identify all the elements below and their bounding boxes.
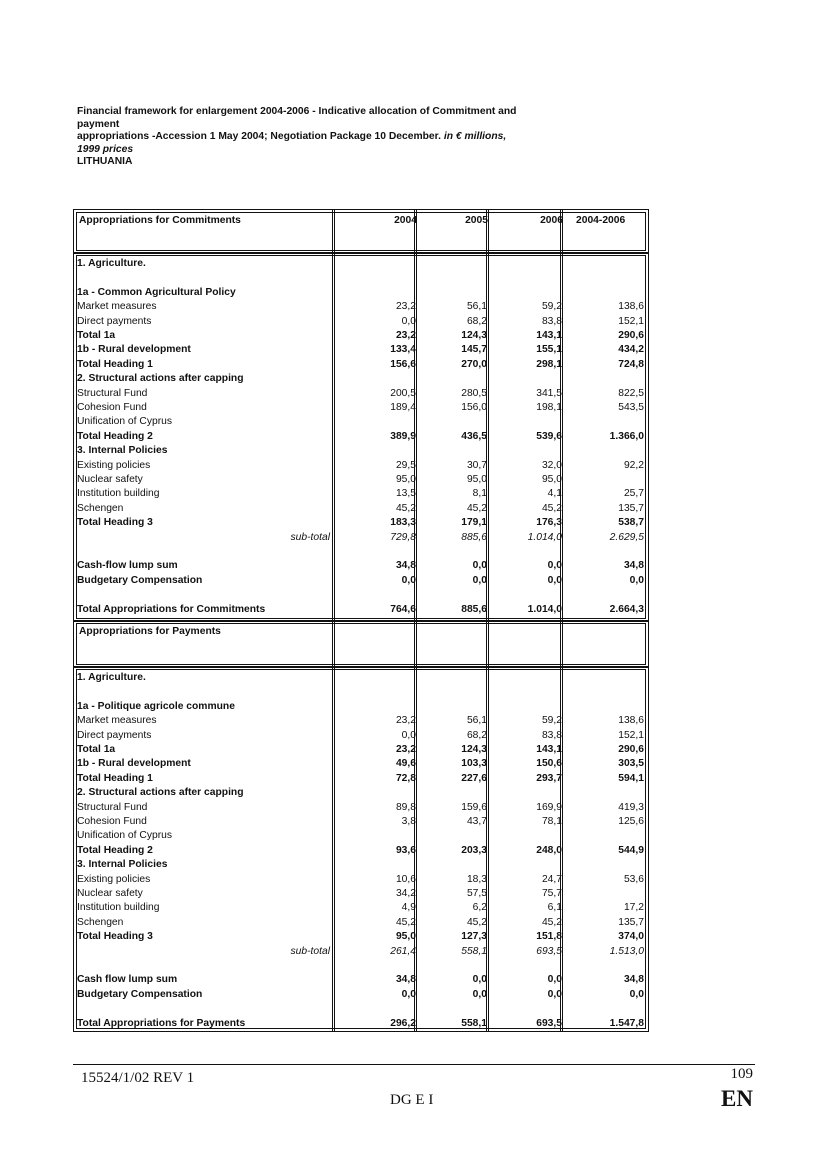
cell-value: 538,7 — [618, 517, 644, 529]
row-label: 1a - Common Agricultural Policy — [77, 286, 236, 298]
table-row — [74, 358, 648, 371]
cell-value: 93,6 — [395, 844, 416, 856]
cell-value: 135,7 — [618, 502, 644, 514]
cell-value: 34,8 — [623, 560, 644, 572]
table-row — [74, 772, 648, 785]
cell-value: 125,6 — [618, 816, 644, 827]
section-title: Appropriations for Commitments — [79, 215, 241, 226]
cell-value: 0,0 — [629, 574, 644, 586]
cell-value: 0,0 — [629, 988, 644, 1000]
row-label: Direct payments — [77, 315, 152, 327]
payments-header-box — [73, 620, 649, 668]
cell-value: 341,5 — [536, 387, 562, 399]
row-label: Schengen — [77, 502, 124, 514]
subtotal-label: sub-total — [290, 945, 330, 957]
cell-value: 298,1 — [536, 358, 562, 370]
cell-value: 436,5 — [461, 430, 487, 442]
table-row — [74, 801, 648, 814]
row-label: Structural Fund — [77, 801, 148, 813]
cell-value: 0,0 — [547, 560, 562, 572]
cell-value: 72,8 — [395, 772, 416, 784]
table-row — [74, 300, 648, 313]
cell-value: 29,5 — [395, 459, 416, 471]
cell-value: 95,0 — [541, 474, 562, 485]
table-row — [74, 588, 648, 601]
table-row — [74, 559, 648, 572]
cell-value: 1.513,0 — [609, 945, 644, 957]
table-row — [74, 858, 648, 871]
cell-value: 0,0 — [472, 574, 487, 586]
cell-value: 539,6 — [536, 430, 562, 442]
table-row — [74, 815, 648, 828]
cell-value: 75,7 — [541, 888, 562, 899]
cell-value: 57,5 — [466, 888, 487, 899]
cell-value: 103,3 — [461, 758, 487, 770]
row-label: Total Appropriations for Payments — [77, 1017, 246, 1029]
row-label: 3. Internal Policies — [77, 859, 168, 871]
column-header-2004-2006: 2004-2006 — [576, 215, 626, 226]
table-row — [74, 574, 648, 587]
cell-value: 23,2 — [395, 715, 416, 727]
cell-value: 89,8 — [395, 801, 416, 813]
table-row — [74, 473, 648, 486]
document-header — [77, 106, 567, 169]
cell-value: 18,3 — [466, 873, 487, 885]
cell-value: 2.664,3 — [609, 603, 644, 615]
table-row — [74, 459, 648, 472]
cell-value: 0,0 — [472, 988, 487, 1000]
cell-value: 45,2 — [466, 916, 487, 928]
cell-value: 23,2 — [395, 330, 416, 341]
row-label: Total Heading 1 — [77, 358, 153, 370]
row-label: 2. Structural actions after capping — [77, 787, 244, 799]
row-label: Total Appropriations for Commitments — [77, 603, 266, 615]
subtotal-label: sub-total — [290, 531, 330, 543]
section-title: Appropriations for Payments — [79, 626, 221, 637]
cell-value: 13,5 — [395, 488, 416, 500]
header-prices: 1999 prices — [77, 143, 134, 155]
cell-value: 95,0 — [466, 474, 487, 485]
cell-value: 822,5 — [618, 387, 644, 399]
row-label: Budgetary Compensation — [77, 988, 203, 1000]
payments-table — [73, 666, 649, 1032]
column-divider — [414, 621, 415, 667]
table-row — [74, 945, 648, 958]
row-label: Cash-flow lump sum — [77, 560, 178, 572]
cell-value: 293,7 — [536, 772, 562, 784]
row-label: Cash flow lump sum — [77, 974, 178, 986]
cell-value: 1.366,0 — [609, 430, 644, 442]
column-header-2006: 2006 — [540, 215, 563, 226]
cell-value: 30,7 — [466, 459, 487, 471]
cell-value: 4,9 — [401, 902, 416, 914]
table-row — [74, 916, 648, 929]
cell-value: 693,5 — [536, 1017, 562, 1029]
table-row — [74, 873, 648, 886]
cell-value: 6,1 — [547, 902, 562, 914]
table-row — [74, 329, 648, 342]
cell-value: 303,5 — [618, 758, 644, 770]
cell-value: 693,5 — [536, 945, 562, 957]
cell-value: 0,0 — [472, 974, 487, 986]
cell-value: 150,6 — [536, 758, 562, 770]
table-row — [74, 487, 648, 500]
cell-value: 558,1 — [461, 1017, 487, 1029]
row-label: 1. Agriculture. — [77, 672, 146, 683]
cell-value: 434,2 — [618, 344, 644, 356]
table-row — [74, 829, 648, 842]
table-row — [74, 930, 648, 943]
table-row — [74, 1017, 648, 1030]
cell-value: 280,5 — [461, 387, 487, 399]
cell-value: 25,7 — [623, 488, 644, 500]
cell-value: 270,0 — [461, 358, 487, 370]
row-label: 3. Internal Policies — [77, 445, 168, 457]
cell-value: 10,6 — [395, 873, 416, 885]
cell-value: 885,6 — [461, 603, 487, 615]
cell-value: 45,2 — [395, 502, 416, 514]
row-label: Nuclear safety — [77, 888, 143, 899]
table-row — [74, 502, 648, 515]
table-row — [74, 271, 648, 284]
table-row — [74, 729, 648, 742]
language-code: EN — [721, 1086, 753, 1111]
row-label: Budgetary Compensation — [77, 574, 203, 586]
row-label: Schengen — [77, 916, 124, 928]
document-reference: 15524/1/02 REV 1 — [81, 1070, 195, 1086]
cell-value: 24,7 — [541, 873, 562, 885]
directorate-general: DG E I — [390, 1092, 434, 1108]
cell-value: 95,0 — [395, 474, 416, 485]
cell-value: 49,6 — [395, 758, 416, 770]
column-divider — [562, 621, 563, 667]
cell-value: 59,2 — [541, 301, 562, 313]
cell-value: 45,2 — [541, 916, 562, 928]
cell-value: 389,9 — [390, 430, 416, 442]
table-row — [74, 743, 648, 756]
cell-value: 143,1 — [536, 744, 562, 755]
row-label: Existing policies — [77, 873, 151, 885]
table-row — [74, 714, 648, 727]
row-label: Total Heading 2 — [77, 844, 153, 856]
table-row — [74, 387, 648, 400]
cell-value: 155,1 — [536, 344, 562, 356]
header-line-3 — [77, 131, 567, 144]
table-row — [74, 786, 648, 799]
cell-value: 138,6 — [618, 301, 644, 313]
column-divider — [334, 621, 335, 667]
cell-value: 0,0 — [547, 988, 562, 1000]
table-row — [74, 401, 648, 414]
column-divider — [416, 621, 417, 667]
cell-value: 1.014,0 — [527, 603, 562, 615]
cell-value: 17,2 — [623, 902, 644, 914]
cell-value: 558,1 — [461, 945, 487, 957]
cell-value: 95,0 — [395, 931, 416, 943]
header-line-3-text: appropriations -Accession 1 May 2004; Negotiation Package 10 December. — [77, 131, 441, 143]
table-row — [74, 973, 648, 986]
row-label: Nuclear safety — [77, 474, 143, 485]
cell-value: 135,7 — [618, 916, 644, 928]
table-row — [74, 844, 648, 857]
table-row — [74, 444, 648, 457]
cell-value: 78,1 — [541, 816, 562, 827]
cell-value: 729,8 — [390, 531, 416, 543]
row-label: 1b - Rural development — [77, 344, 191, 356]
table-row — [74, 988, 648, 1001]
cell-value: 0,0 — [401, 729, 416, 741]
column-divider — [332, 210, 333, 253]
row-label: 1. Agriculture. — [77, 258, 146, 269]
page-number: 109 — [730, 1066, 753, 1082]
table-row — [74, 372, 648, 385]
row-label: Structural Fund — [77, 387, 148, 399]
table-row — [74, 430, 648, 443]
cell-value: 32,0 — [541, 459, 562, 471]
table-row — [74, 901, 648, 914]
row-label: 2. Structural actions after capping — [77, 373, 244, 385]
cell-value: 124,3 — [461, 330, 487, 341]
row-label: Institution building — [77, 488, 160, 500]
cell-value: 169,9 — [536, 801, 562, 813]
cell-value: 34,8 — [395, 560, 416, 572]
cell-value: 1.547,8 — [609, 1017, 644, 1029]
table-row — [74, 257, 648, 270]
row-label: Cohesion Fund — [77, 816, 147, 827]
cell-value: 34,8 — [395, 974, 416, 986]
column-divider — [488, 210, 489, 253]
column-divider — [332, 621, 333, 667]
cell-value: 133,4 — [390, 344, 416, 356]
cell-value: 23,2 — [395, 301, 416, 313]
cell-value: 544,9 — [618, 844, 644, 856]
cell-value: 138,6 — [618, 715, 644, 727]
footer-rule — [73, 1064, 755, 1065]
table-row — [74, 757, 648, 770]
header-units: in € millions, — [443, 131, 507, 143]
cell-value: 189,4 — [390, 402, 416, 413]
table-row — [74, 887, 648, 900]
cell-value: 43,7 — [466, 816, 487, 827]
cell-value: 764,6 — [390, 603, 416, 615]
cell-value: 261,4 — [390, 945, 416, 957]
table-row — [74, 545, 648, 558]
row-label: Direct payments — [77, 729, 152, 741]
row-label: Total Heading 1 — [77, 772, 153, 784]
cell-value: 248,0 — [536, 844, 562, 856]
column-divider — [334, 210, 335, 253]
cell-value: 143,1 — [536, 330, 562, 341]
row-label: Market measures — [77, 715, 157, 727]
cell-value: 68,2 — [466, 315, 487, 327]
cell-value: 290,6 — [618, 744, 644, 755]
row-label: Existing policies — [77, 459, 151, 471]
cell-value: 83,8 — [541, 315, 562, 327]
cell-value: 92,2 — [623, 459, 644, 471]
cell-value: 296,2 — [390, 1017, 416, 1029]
row-label: Total Heading 3 — [77, 931, 153, 943]
table-row — [74, 415, 648, 428]
commitments-table — [73, 252, 649, 622]
header-line-2: payment — [77, 118, 120, 130]
table-row — [74, 343, 648, 356]
header-line-1: Financial framework for enlargement 2004-2006 - Indicative allocation of Commitment and — [77, 106, 517, 117]
cell-value: 159,6 — [461, 801, 487, 813]
row-label: 1a - Politique agricole commune — [77, 700, 235, 712]
cell-value: 45,2 — [466, 502, 487, 514]
row-label: Unification of Cyprus — [77, 416, 172, 428]
commitments-header-box — [73, 209, 649, 254]
cell-value: 203,3 — [461, 844, 487, 856]
cell-value: 23,2 — [395, 744, 416, 755]
cell-value: 183,3 — [390, 517, 416, 529]
table-row — [74, 531, 648, 544]
column-header-2005: 2005 — [465, 215, 488, 226]
cell-value: 34,8 — [623, 974, 644, 986]
table-row — [74, 685, 648, 698]
cell-value: 156,0 — [461, 402, 487, 413]
cell-value: 151,8 — [536, 931, 562, 943]
cell-value: 8,1 — [472, 488, 487, 500]
cell-value: 594,1 — [618, 772, 644, 784]
table-row — [74, 516, 648, 529]
row-label: Institution building — [77, 902, 160, 914]
cell-value: 45,2 — [395, 916, 416, 928]
table-row — [74, 603, 648, 616]
cell-value: 0,0 — [472, 560, 487, 572]
table-row — [74, 959, 648, 972]
cell-value: 374,0 — [618, 931, 644, 943]
table-row — [74, 671, 648, 684]
cell-value: 152,1 — [618, 315, 644, 327]
cell-value: 176,3 — [536, 517, 562, 529]
row-label: Total Heading 3 — [77, 517, 153, 529]
cell-value: 152,1 — [618, 729, 644, 741]
row-label: Cohesion Fund — [77, 402, 147, 413]
cell-value: 4,1 — [547, 488, 562, 500]
cell-value: 145,7 — [461, 344, 487, 356]
header-country: LITHUANIA — [77, 156, 133, 168]
cell-value: 156,6 — [390, 358, 416, 370]
cell-value: 127,3 — [461, 931, 487, 943]
cell-value: 290,6 — [618, 330, 644, 341]
cell-value: 59,2 — [541, 715, 562, 727]
column-header-2004: 2004 — [394, 215, 417, 226]
row-label: Total Heading 2 — [77, 430, 153, 442]
table-row — [74, 700, 648, 713]
cell-value: 0,0 — [547, 974, 562, 986]
row-label: Market measures — [77, 301, 157, 313]
cell-value: 0,0 — [401, 988, 416, 1000]
cell-value: 45,2 — [541, 502, 562, 514]
cell-value: 68,2 — [466, 729, 487, 741]
cell-value: 0,0 — [547, 574, 562, 586]
row-label: Unification of Cyprus — [77, 830, 172, 842]
cell-value: 0,0 — [401, 574, 416, 586]
cell-value: 124,3 — [461, 744, 487, 755]
cell-value: 198,1 — [536, 402, 562, 413]
cell-value: 56,1 — [466, 301, 487, 313]
row-label: 1b - Rural development — [77, 758, 191, 770]
table-row — [74, 315, 648, 328]
cell-value: 419,3 — [618, 801, 644, 813]
cell-value: 200,5 — [390, 387, 416, 399]
cell-value: 2.629,5 — [609, 531, 644, 543]
cell-value: 34,2 — [395, 888, 416, 899]
cell-value: 885,6 — [461, 531, 487, 543]
cell-value: 227,6 — [461, 772, 487, 784]
cell-value: 6,2 — [472, 902, 487, 914]
table-row — [74, 1002, 648, 1015]
cell-value: 53,6 — [623, 873, 644, 885]
cell-value: 724,8 — [618, 358, 644, 370]
column-divider — [488, 621, 489, 667]
cell-value: 1.014,0 — [527, 531, 562, 543]
row-label: Total 1a — [77, 330, 116, 341]
cell-value: 83,8 — [541, 729, 562, 741]
column-divider — [486, 621, 487, 667]
cell-value: 0,0 — [401, 315, 416, 327]
cell-value: 179,1 — [461, 517, 487, 529]
cell-value: 56,1 — [466, 715, 487, 727]
column-divider — [560, 621, 561, 667]
row-label: Total 1a — [77, 744, 116, 755]
cell-value: 3,8 — [401, 816, 416, 827]
cell-value: 543,5 — [618, 402, 644, 413]
table-row — [74, 286, 648, 299]
